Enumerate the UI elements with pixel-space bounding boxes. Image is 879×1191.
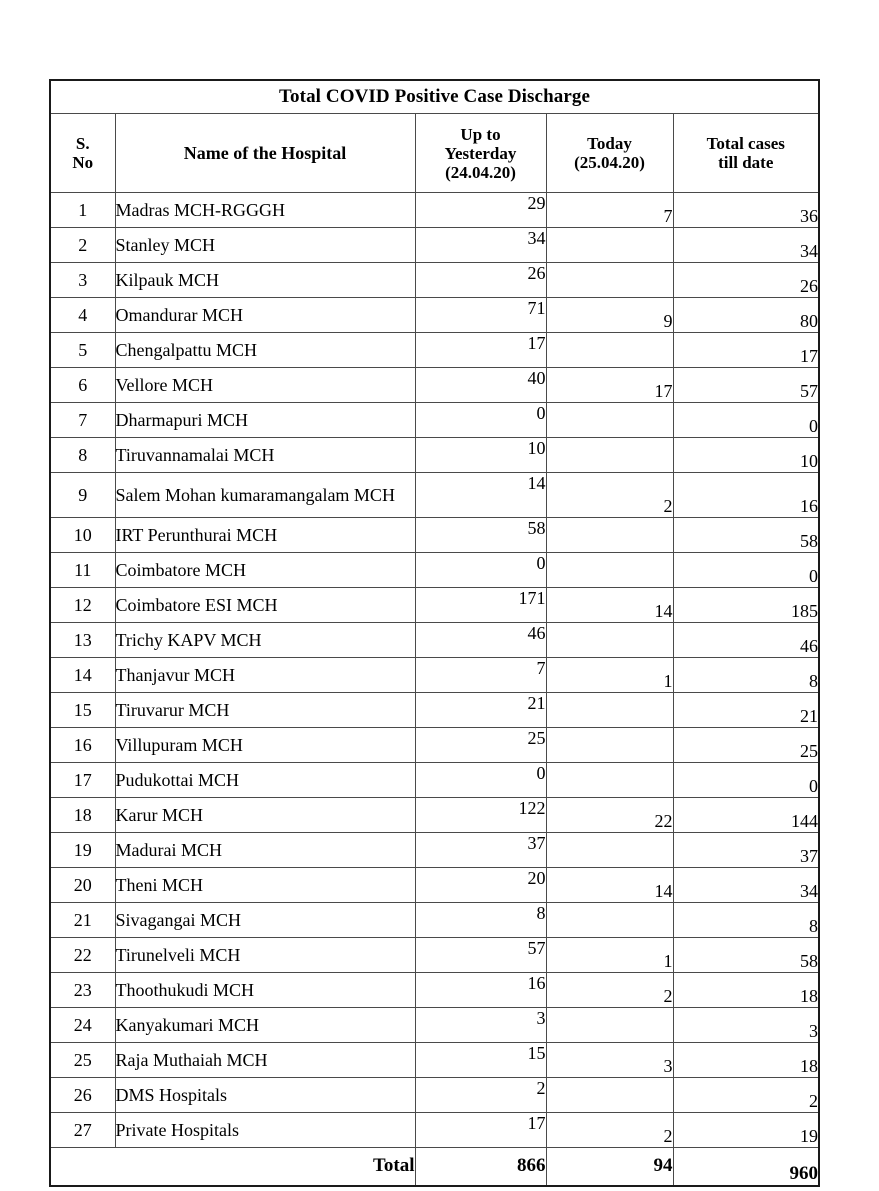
total-header-line2: till date bbox=[718, 153, 774, 172]
row-total-cases: 46 bbox=[673, 623, 819, 658]
row-hospital-name: Villupuram MCH bbox=[115, 728, 415, 763]
row-total-cases: 8 bbox=[673, 903, 819, 938]
table-row bbox=[50, 1043, 819, 1078]
row-up-to-yesterday: 171 bbox=[415, 588, 546, 623]
row-hospital-name: Salem Mohan kumaramangalam MCH bbox=[115, 473, 415, 518]
row-total-cases: 80 bbox=[673, 298, 819, 333]
row-serial-number: 15 bbox=[50, 693, 115, 728]
row-total-cases: 16 bbox=[673, 473, 819, 518]
row-hospital-name: Omandurar MCH bbox=[115, 298, 415, 333]
row-up-to-yesterday: 17 bbox=[415, 333, 546, 368]
row-today: 14 bbox=[546, 868, 673, 903]
sno-header-line2: No bbox=[72, 153, 94, 172]
row-today bbox=[546, 1008, 673, 1043]
row-today bbox=[546, 553, 673, 588]
row-today bbox=[546, 518, 673, 553]
row-today: 2 bbox=[546, 1113, 673, 1148]
row-up-to-yesterday: 20 bbox=[415, 868, 546, 903]
row-serial-number: 1 bbox=[50, 193, 115, 228]
row-total-cases: 185 bbox=[673, 588, 819, 623]
table-row bbox=[50, 798, 819, 833]
table-row bbox=[50, 368, 819, 403]
row-today: 7 bbox=[546, 193, 673, 228]
row-today bbox=[546, 1078, 673, 1113]
table-row bbox=[50, 518, 819, 553]
row-total-cases: 34 bbox=[673, 868, 819, 903]
row-total-cases: 37 bbox=[673, 833, 819, 868]
row-serial-number: 20 bbox=[50, 868, 115, 903]
table-row bbox=[50, 728, 819, 763]
row-up-to-yesterday: 57 bbox=[415, 938, 546, 973]
row-total-cases: 8 bbox=[673, 658, 819, 693]
total-row bbox=[50, 1148, 819, 1186]
report-table-container bbox=[49, 79, 818, 1187]
row-up-to-yesterday: 40 bbox=[415, 368, 546, 403]
table-footer bbox=[50, 1148, 819, 1186]
table-row bbox=[50, 588, 819, 623]
row-today: 9 bbox=[546, 298, 673, 333]
table-row bbox=[50, 333, 819, 368]
row-today bbox=[546, 693, 673, 728]
row-hospital-name: IRT Perunthurai MCH bbox=[115, 518, 415, 553]
row-total-cases: 144 bbox=[673, 798, 819, 833]
row-up-to-yesterday: 0 bbox=[415, 553, 546, 588]
row-serial-number: 3 bbox=[50, 263, 115, 298]
row-total-cases: 34 bbox=[673, 228, 819, 263]
row-serial-number: 27 bbox=[50, 1113, 115, 1148]
row-serial-number: 25 bbox=[50, 1043, 115, 1078]
table-row bbox=[50, 868, 819, 903]
row-up-to-yesterday: 17 bbox=[415, 1113, 546, 1148]
row-today: 3 bbox=[546, 1043, 673, 1078]
table-row bbox=[50, 553, 819, 588]
row-serial-number: 8 bbox=[50, 438, 115, 473]
row-up-to-yesterday: 21 bbox=[415, 693, 546, 728]
row-today bbox=[546, 263, 673, 298]
row-total-cases: 58 bbox=[673, 938, 819, 973]
row-serial-number: 26 bbox=[50, 1078, 115, 1113]
row-serial-number: 6 bbox=[50, 368, 115, 403]
table-row bbox=[50, 298, 819, 333]
table-title: Total COVID Positive Case Discharge bbox=[50, 80, 819, 114]
table-row bbox=[50, 193, 819, 228]
table-row bbox=[50, 693, 819, 728]
row-today bbox=[546, 333, 673, 368]
covid-discharge-table bbox=[49, 79, 820, 1187]
total-row-today: 94 bbox=[546, 1148, 673, 1186]
table-row bbox=[50, 973, 819, 1008]
row-total-cases: 3 bbox=[673, 1008, 819, 1043]
row-today bbox=[546, 903, 673, 938]
column-header-row bbox=[50, 114, 819, 193]
column-header-today bbox=[546, 114, 673, 193]
row-up-to-yesterday: 71 bbox=[415, 298, 546, 333]
row-up-to-yesterday: 0 bbox=[415, 403, 546, 438]
row-serial-number: 9 bbox=[50, 473, 115, 518]
row-serial-number: 14 bbox=[50, 658, 115, 693]
row-hospital-name: DMS Hospitals bbox=[115, 1078, 415, 1113]
row-today bbox=[546, 403, 673, 438]
row-serial-number: 13 bbox=[50, 623, 115, 658]
table-row bbox=[50, 623, 819, 658]
row-total-cases: 26 bbox=[673, 263, 819, 298]
row-serial-number: 7 bbox=[50, 403, 115, 438]
yesterday-header-line2: Yesterday bbox=[444, 143, 517, 163]
sno-header-line1: S. bbox=[75, 134, 90, 153]
row-up-to-yesterday: 58 bbox=[415, 518, 546, 553]
row-up-to-yesterday: 14 bbox=[415, 473, 546, 518]
row-hospital-name: Coimbatore MCH bbox=[115, 553, 415, 588]
row-up-to-yesterday: 29 bbox=[415, 193, 546, 228]
row-total-cases: 0 bbox=[673, 403, 819, 438]
table-row bbox=[50, 763, 819, 798]
row-today: 2 bbox=[546, 973, 673, 1008]
row-serial-number: 12 bbox=[50, 588, 115, 623]
row-hospital-name: Trichy KAPV MCH bbox=[115, 623, 415, 658]
row-up-to-yesterday: 26 bbox=[415, 263, 546, 298]
row-today: 14 bbox=[546, 588, 673, 623]
table-header bbox=[50, 80, 819, 193]
row-total-cases: 21 bbox=[673, 693, 819, 728]
row-hospital-name: Theni MCH bbox=[115, 868, 415, 903]
row-total-cases: 18 bbox=[673, 1043, 819, 1078]
row-hospital-name: Raja Muthaiah MCH bbox=[115, 1043, 415, 1078]
row-total-cases: 57 bbox=[673, 368, 819, 403]
row-up-to-yesterday: 10 bbox=[415, 438, 546, 473]
title-row bbox=[50, 80, 819, 114]
row-today: 1 bbox=[546, 658, 673, 693]
row-hospital-name: Madurai MCH bbox=[115, 833, 415, 868]
row-hospital-name: Tiruvarur MCH bbox=[115, 693, 415, 728]
table-body bbox=[50, 193, 819, 1148]
table-row bbox=[50, 228, 819, 263]
row-serial-number: 19 bbox=[50, 833, 115, 868]
table-row bbox=[50, 438, 819, 473]
table-row bbox=[50, 1008, 819, 1043]
yesterday-header-line3: (24.04.20) bbox=[445, 162, 516, 182]
row-up-to-yesterday: 3 bbox=[415, 1008, 546, 1043]
row-hospital-name: Thanjavur MCH bbox=[115, 658, 415, 693]
row-hospital-name: Kanyakumari MCH bbox=[115, 1008, 415, 1043]
total-row-label: Total bbox=[50, 1148, 415, 1186]
row-total-cases: 19 bbox=[673, 1113, 819, 1148]
row-total-cases: 18 bbox=[673, 973, 819, 1008]
row-up-to-yesterday: 2 bbox=[415, 1078, 546, 1113]
row-up-to-yesterday: 8 bbox=[415, 903, 546, 938]
today-header-line1: Today bbox=[587, 134, 632, 153]
row-serial-number: 16 bbox=[50, 728, 115, 763]
row-today: 2 bbox=[546, 473, 673, 518]
row-up-to-yesterday: 7 bbox=[415, 658, 546, 693]
row-today bbox=[546, 438, 673, 473]
row-today bbox=[546, 728, 673, 763]
row-hospital-name: Tiruvannamalai MCH bbox=[115, 438, 415, 473]
row-up-to-yesterday: 34 bbox=[415, 228, 546, 263]
row-today bbox=[546, 228, 673, 263]
row-hospital-name: Karur MCH bbox=[115, 798, 415, 833]
table-row bbox=[50, 403, 819, 438]
row-today: 17 bbox=[546, 368, 673, 403]
row-up-to-yesterday: 46 bbox=[415, 623, 546, 658]
row-hospital-name: Stanley MCH bbox=[115, 228, 415, 263]
column-header-total-cases bbox=[673, 114, 819, 193]
row-hospital-name: Dharmapuri MCH bbox=[115, 403, 415, 438]
row-serial-number: 24 bbox=[50, 1008, 115, 1043]
row-total-cases: 36 bbox=[673, 193, 819, 228]
row-serial-number: 18 bbox=[50, 798, 115, 833]
column-header-sno bbox=[50, 114, 115, 193]
row-hospital-name: Pudukottai MCH bbox=[115, 763, 415, 798]
row-up-to-yesterday: 16 bbox=[415, 973, 546, 1008]
row-hospital-name: Private Hospitals bbox=[115, 1113, 415, 1148]
row-total-cases: 25 bbox=[673, 728, 819, 763]
table-row bbox=[50, 263, 819, 298]
table-row bbox=[50, 1113, 819, 1148]
row-hospital-name: Coimbatore ESI MCH bbox=[115, 588, 415, 623]
table-row bbox=[50, 1078, 819, 1113]
row-up-to-yesterday: 0 bbox=[415, 763, 546, 798]
row-total-cases: 10 bbox=[673, 438, 819, 473]
row-today: 1 bbox=[546, 938, 673, 973]
column-header-up-to-yesterday bbox=[415, 114, 546, 193]
row-up-to-yesterday: 37 bbox=[415, 833, 546, 868]
row-total-cases: 0 bbox=[673, 763, 819, 798]
today-header-line2: (25.04.20) bbox=[574, 153, 645, 172]
row-serial-number: 11 bbox=[50, 553, 115, 588]
yesterday-header-line1: Up to bbox=[460, 124, 501, 144]
row-serial-number: 2 bbox=[50, 228, 115, 263]
row-serial-number: 21 bbox=[50, 903, 115, 938]
row-serial-number: 10 bbox=[50, 518, 115, 553]
row-today bbox=[546, 763, 673, 798]
total-header-line1: Total cases bbox=[706, 134, 785, 153]
row-serial-number: 5 bbox=[50, 333, 115, 368]
row-hospital-name: Kilpauk MCH bbox=[115, 263, 415, 298]
table-row bbox=[50, 903, 819, 938]
row-total-cases: 2 bbox=[673, 1078, 819, 1113]
row-up-to-yesterday: 15 bbox=[415, 1043, 546, 1078]
row-hospital-name: Madras MCH-RGGGH bbox=[115, 193, 415, 228]
row-total-cases: 58 bbox=[673, 518, 819, 553]
row-up-to-yesterday: 122 bbox=[415, 798, 546, 833]
row-hospital-name: Vellore MCH bbox=[115, 368, 415, 403]
row-today: 22 bbox=[546, 798, 673, 833]
row-hospital-name: Chengalpattu MCH bbox=[115, 333, 415, 368]
row-today bbox=[546, 623, 673, 658]
total-row-up-to-yesterday: 866 bbox=[415, 1148, 546, 1186]
row-serial-number: 22 bbox=[50, 938, 115, 973]
table-row bbox=[50, 658, 819, 693]
row-total-cases: 17 bbox=[673, 333, 819, 368]
total-row-total-cases: 960 bbox=[673, 1148, 819, 1186]
column-header-hospital-name: Name of the Hospital bbox=[115, 114, 415, 193]
table-row bbox=[50, 938, 819, 973]
row-total-cases: 0 bbox=[673, 553, 819, 588]
row-hospital-name: Thoothukudi MCH bbox=[115, 973, 415, 1008]
row-hospital-name: Tirunelveli MCH bbox=[115, 938, 415, 973]
table-row bbox=[50, 473, 819, 518]
row-today bbox=[546, 833, 673, 868]
table-row bbox=[50, 833, 819, 868]
row-up-to-yesterday: 25 bbox=[415, 728, 546, 763]
row-serial-number: 4 bbox=[50, 298, 115, 333]
row-hospital-name: Sivagangai MCH bbox=[115, 903, 415, 938]
row-serial-number: 17 bbox=[50, 763, 115, 798]
row-serial-number: 23 bbox=[50, 973, 115, 1008]
